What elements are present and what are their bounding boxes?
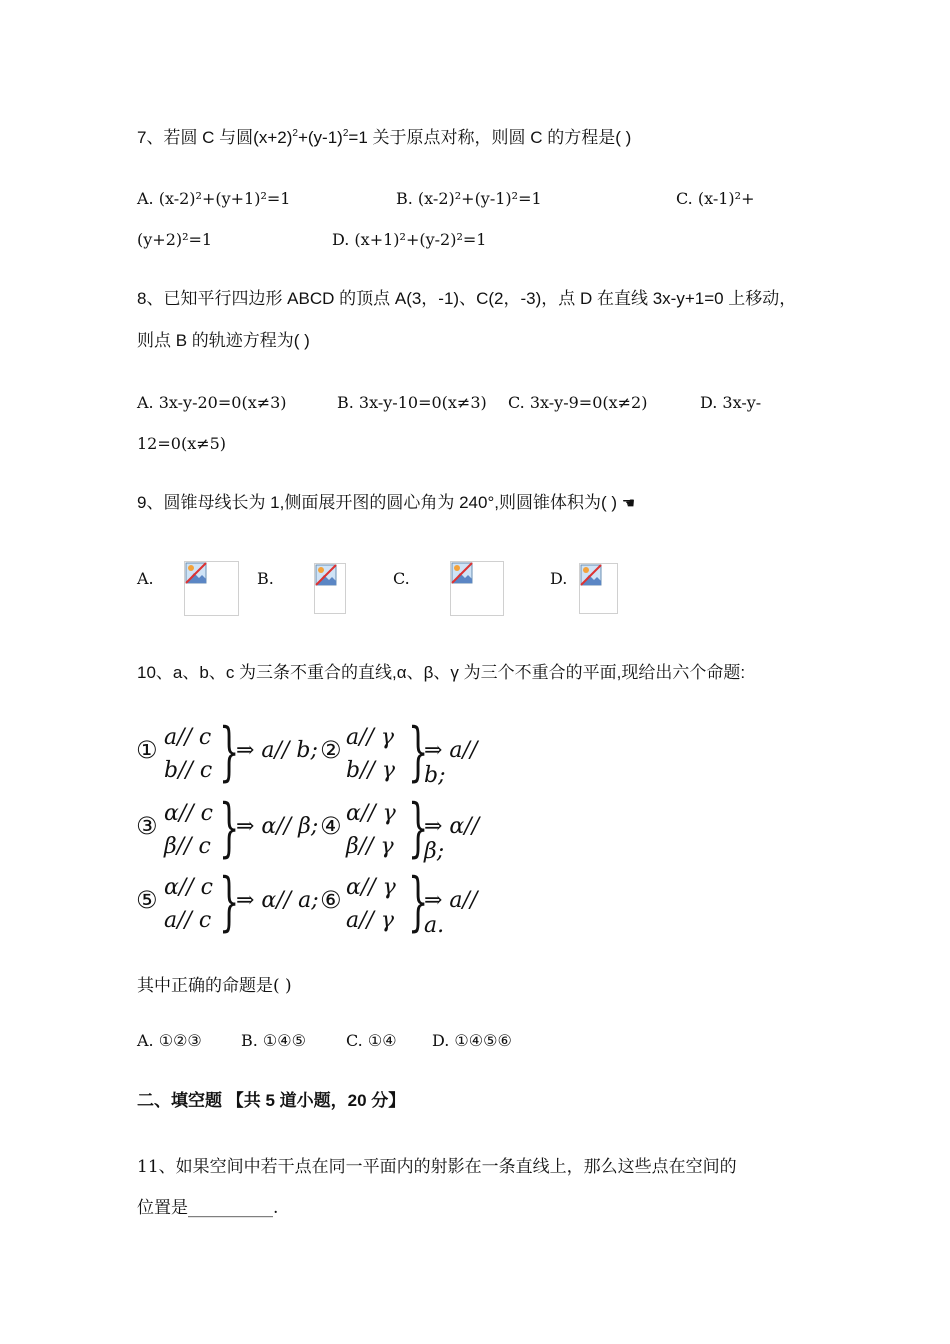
proposition-row [136, 791, 494, 865]
q8-option-a: A. 3x-y-20=0(x≠3) [137, 393, 287, 412]
premise: a// c [164, 908, 212, 933]
premise: a// γ [346, 725, 395, 750]
premise: α// γ [346, 801, 396, 826]
conclusion: ⇒ a// b; [424, 738, 478, 788]
q9-option-c: C. [393, 569, 410, 588]
q7-option-a: A. (x-2)²+(y+1)²=1 [137, 189, 291, 208]
q7-option-c: C. (x-1)²+ [676, 189, 755, 208]
q10-option-c: C. ①④ [346, 1031, 397, 1050]
premise: a// γ [346, 908, 395, 933]
proposition-row [136, 715, 494, 789]
conclusion: ⇒ α// β; [236, 814, 319, 839]
pointing-hand-icon: ☚ [621, 494, 636, 512]
q11-suffix: . [273, 1198, 279, 1218]
section-heading: 二、填空题 【共 5 道小题，20 分】 [137, 1091, 406, 1110]
broken-image-icon [579, 563, 618, 614]
proposition-number: ⑤ [136, 886, 158, 914]
premise: β// γ [346, 834, 394, 859]
q10-answer-prompt: 其中正确的命题是( ) [137, 976, 292, 996]
q8-option-b: B. 3x-y-10=0(x≠3) [337, 393, 487, 412]
q10-option-b: B. ①④⑤ [241, 1031, 306, 1050]
q7-stem: 7、若圆 C 与圆$(x+2)^2+(y-1)^2=1$ 关于原点对称，则圆 C 的方程是( ) [137, 128, 632, 147]
proposition-number: ② [320, 736, 342, 764]
q10-option-d: D. ①④⑤⑥ [432, 1031, 512, 1050]
q9-option-d: D. [550, 569, 568, 588]
answer-blank[interactable]: __________ [188, 1198, 273, 1218]
brace: } [408, 791, 429, 865]
brace: } [408, 715, 429, 789]
premise: α// c [164, 875, 213, 900]
premise: a// c [164, 725, 212, 750]
q7-option-b: B. (x-2)²+(y-1)²=1 [396, 189, 542, 208]
q8-option-d: D. 3x-y- [700, 393, 762, 412]
q11-prefix: 位置是 [137, 1198, 188, 1218]
conclusion: ⇒ α// β; [424, 814, 480, 864]
premise: b// c [164, 758, 213, 783]
premise: β// c [164, 834, 211, 859]
premise: b// γ [346, 758, 396, 783]
proposition-number: ④ [320, 812, 342, 840]
q9-stem: 9、圆锥母线长为 1,侧面展开图的圆心角为 240°,则圆锥体积为( ) ☚ [137, 493, 636, 512]
q8-option-d-cont: 12=0(x≠5) [137, 434, 227, 453]
broken-image-icon [450, 561, 504, 616]
proposition-number: ③ [136, 812, 158, 840]
q11-line1: 11、如果空间中若干点在同一平面内的射影在一条直线上，那么这些点在空间的 [137, 1157, 737, 1177]
broken-image-icon [314, 563, 346, 614]
q7-option-d: D. (x+1)²+(y-2)²=1 [332, 230, 487, 249]
q10-option-a: A. ①②③ [137, 1031, 202, 1050]
q8-stem-line2: 则点 B 的轨迹方程为( ) [137, 331, 310, 350]
premise: α// c [164, 801, 213, 826]
q11-line2 [137, 1193, 278, 1218]
propositions-figure [136, 715, 494, 939]
conclusion: ⇒ a// b; [236, 738, 318, 763]
q8-option-c: C. 3x-y-9=0(x≠2) [508, 393, 648, 412]
brace: } [219, 865, 240, 939]
q9-option-a: A. [137, 569, 154, 588]
q9-option-b: B. [257, 569, 274, 588]
proposition-number: ⑥ [320, 886, 342, 914]
conclusion: ⇒ a// a. [424, 888, 478, 938]
proposition-number: ① [136, 736, 158, 764]
premise: α// γ [346, 875, 396, 900]
brace: } [219, 715, 240, 789]
proposition-row [136, 865, 494, 939]
q10-stem: 10、a、b、c 为三条不重合的直线,α、β、γ 为三个不重合的平面,现给出六个命题: [137, 663, 746, 682]
q8-stem-line1: 8、已知平行四边形 ABCD 的顶点 A(3，-1)、C(2，-3)，点 D 在直线 3x-y+1=0 上移动， [137, 289, 797, 308]
q7-option-c-cont: (y+2)²=1 [137, 230, 213, 249]
conclusion: ⇒ α// a; [236, 888, 319, 913]
brace: } [219, 791, 240, 865]
brace: } [408, 865, 429, 939]
broken-image-icon [184, 561, 239, 616]
